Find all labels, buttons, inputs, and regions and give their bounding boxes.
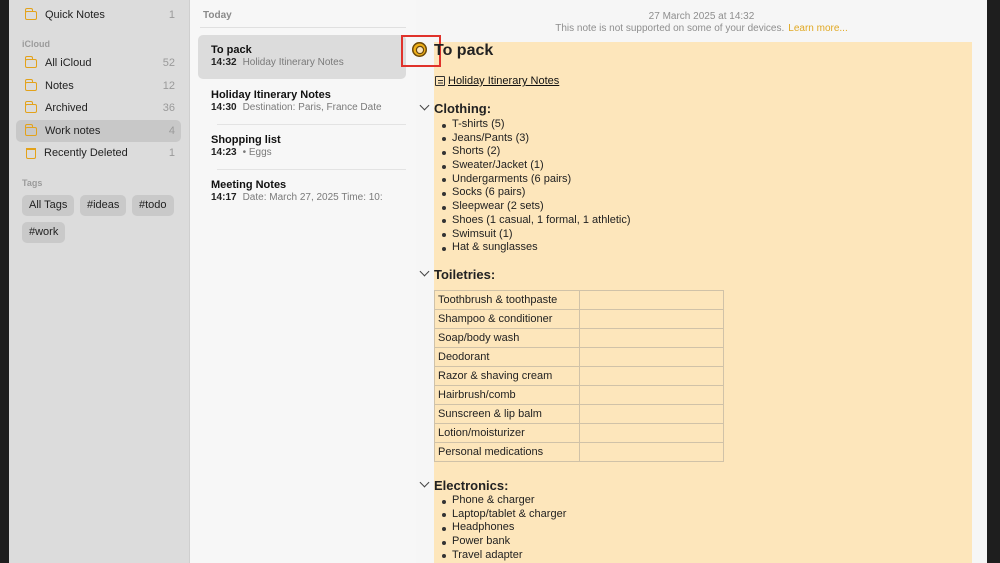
section-heading-toiletries: Toiletries: [434,267,496,282]
table-cell[interactable] [580,386,724,405]
list-item: Swimsuit (1) [452,228,631,242]
sidebar-item-work-notes[interactable] [16,120,181,142]
sidebar-item-quick-notes[interactable] [16,4,181,26]
list-item: Shorts (2) [452,145,631,159]
table-cell[interactable] [580,443,724,462]
list-section-header: Today [203,10,232,21]
sidebar-item-count: 4 [168,125,175,137]
table-cell[interactable]: Deodorant [435,348,580,367]
tag-todo[interactable]: #todo [132,195,174,216]
note-subtitle [211,102,387,113]
sidebar-item-label: Work notes [45,125,101,137]
note-preview: Date: March 27, 2025 Time: 10: [242,192,383,203]
folder-icon [25,59,37,68]
support-notice [416,23,987,34]
table-row [435,367,724,386]
icloud-header: iCloud [22,39,50,49]
table-cell[interactable] [580,291,724,310]
note-title: Holiday Itinerary Notes [211,89,331,101]
table-row [435,424,724,443]
table-row [435,310,724,329]
note-list [189,0,417,563]
sidebar-item-label: Archived [45,102,88,114]
table-cell[interactable] [580,310,724,329]
note-link-icon [435,76,445,86]
table-cell[interactable] [580,424,724,443]
table-cell[interactable]: Razor & shaving cream [435,367,580,386]
table-cell[interactable]: Toothbrush & toothpaste [435,291,580,310]
table-row [435,348,724,367]
table-cell[interactable]: Sunscreen & lip balm [435,405,580,424]
sidebar-item-count: 52 [162,57,175,69]
sidebar-item-recently-deleted[interactable] [16,142,181,164]
list-item: Undergarments (6 pairs) [452,173,631,187]
list-item: Hat & sunglasses [452,241,631,255]
table-row [435,443,724,462]
sidebar-item-count: 12 [162,80,175,92]
note-preview: Destination: Paris, France Date [242,102,382,113]
table-cell[interactable] [580,348,724,367]
note-title: Shopping list [211,134,281,146]
sidebar-item-archived[interactable] [16,97,181,119]
note-subtitle [211,147,387,158]
list-item: Power bank [452,535,566,549]
list-item: T-shirts (5) [452,118,631,132]
note-time: 14:32 [211,57,237,68]
note-subtitle [211,57,387,68]
sidebar-item-count: 1 [168,147,175,159]
quick-notes-icon [25,11,37,20]
note-date: 27 March 2025 at 14:32 [648,11,755,22]
sidebar [9,0,189,563]
note-preview: • Eggs [242,147,272,158]
note-title: Meeting Notes [211,179,287,191]
window-edge-right [987,0,1000,563]
list-item: Sleepwear (2 sets) [452,200,631,214]
note-heading: To pack [434,42,494,59]
learn-more-link[interactable]: Learn more... [788,23,848,34]
folder-icon [25,104,37,113]
sidebar-item-label: Quick Notes [45,9,105,21]
sidebar-item-label: Recently Deleted [44,147,128,159]
table-cell[interactable] [580,367,724,386]
window-edge-left [0,0,9,563]
table-row [435,405,724,424]
table-row [435,386,724,405]
note-time: 14:30 [211,102,237,113]
list-item: Socks (6 pairs) [452,186,631,200]
note-preview: Holiday Itinerary Notes [242,57,344,68]
table-cell[interactable]: Personal medications [435,443,580,462]
note-subtitle [211,192,387,203]
tags-header: Tags [22,178,43,188]
sidebar-item-count: 36 [162,102,175,114]
tag-all-tags[interactable]: All Tags [22,195,74,216]
table-cell[interactable]: Hairbrush/comb [435,386,580,405]
note-time: 14:17 [211,192,237,203]
table-cell[interactable] [580,405,724,424]
table-cell[interactable]: Soap/body wash [435,329,580,348]
sidebar-item-all-icloud[interactable] [16,52,181,74]
list-item: Shoes (1 casual, 1 formal, 1 athletic) [452,213,631,226]
list-item: Headphones [452,521,566,535]
list-item: Sweater/Jacket (1) [452,159,631,173]
sidebar-item-count: 1 [168,9,175,21]
note-link[interactable]: Holiday Itinerary Notes [448,75,560,87]
clothing-list [452,118,631,255]
divider [200,27,406,28]
gear-icon[interactable] [412,42,427,57]
list-item: Jeans/Pants (3) [452,132,631,146]
note-time: 14:23 [211,147,237,158]
table-cell[interactable]: Lotion/moisturizer [435,424,580,443]
tag-work[interactable]: #work [22,222,65,243]
table-row [435,329,724,348]
tag-ideas[interactable]: #ideas [80,195,126,216]
folder-icon [25,127,37,136]
trash-icon [26,148,36,159]
table-row [435,291,724,310]
list-item: Travel adapter [452,549,566,563]
sidebar-item-notes[interactable] [16,75,181,97]
folder-icon [25,82,37,91]
toiletries-table[interactable] [434,290,724,462]
list-item: Phone & charger [452,494,566,508]
section-heading-electronics: Electronics: [434,478,509,493]
note-title: To pack [211,44,252,56]
table-cell[interactable]: Shampoo & conditioner [435,310,580,329]
section-heading-clothing: Clothing: [434,101,492,116]
electronics-list [452,494,566,562]
sidebar-item-label: Notes [45,80,74,92]
sidebar-item-label: All iCloud [45,57,92,69]
list-item: Laptop/tablet & charger [452,507,567,520]
table-cell[interactable] [580,329,724,348]
support-text: This note is not supported on some of your devices. [555,23,785,34]
